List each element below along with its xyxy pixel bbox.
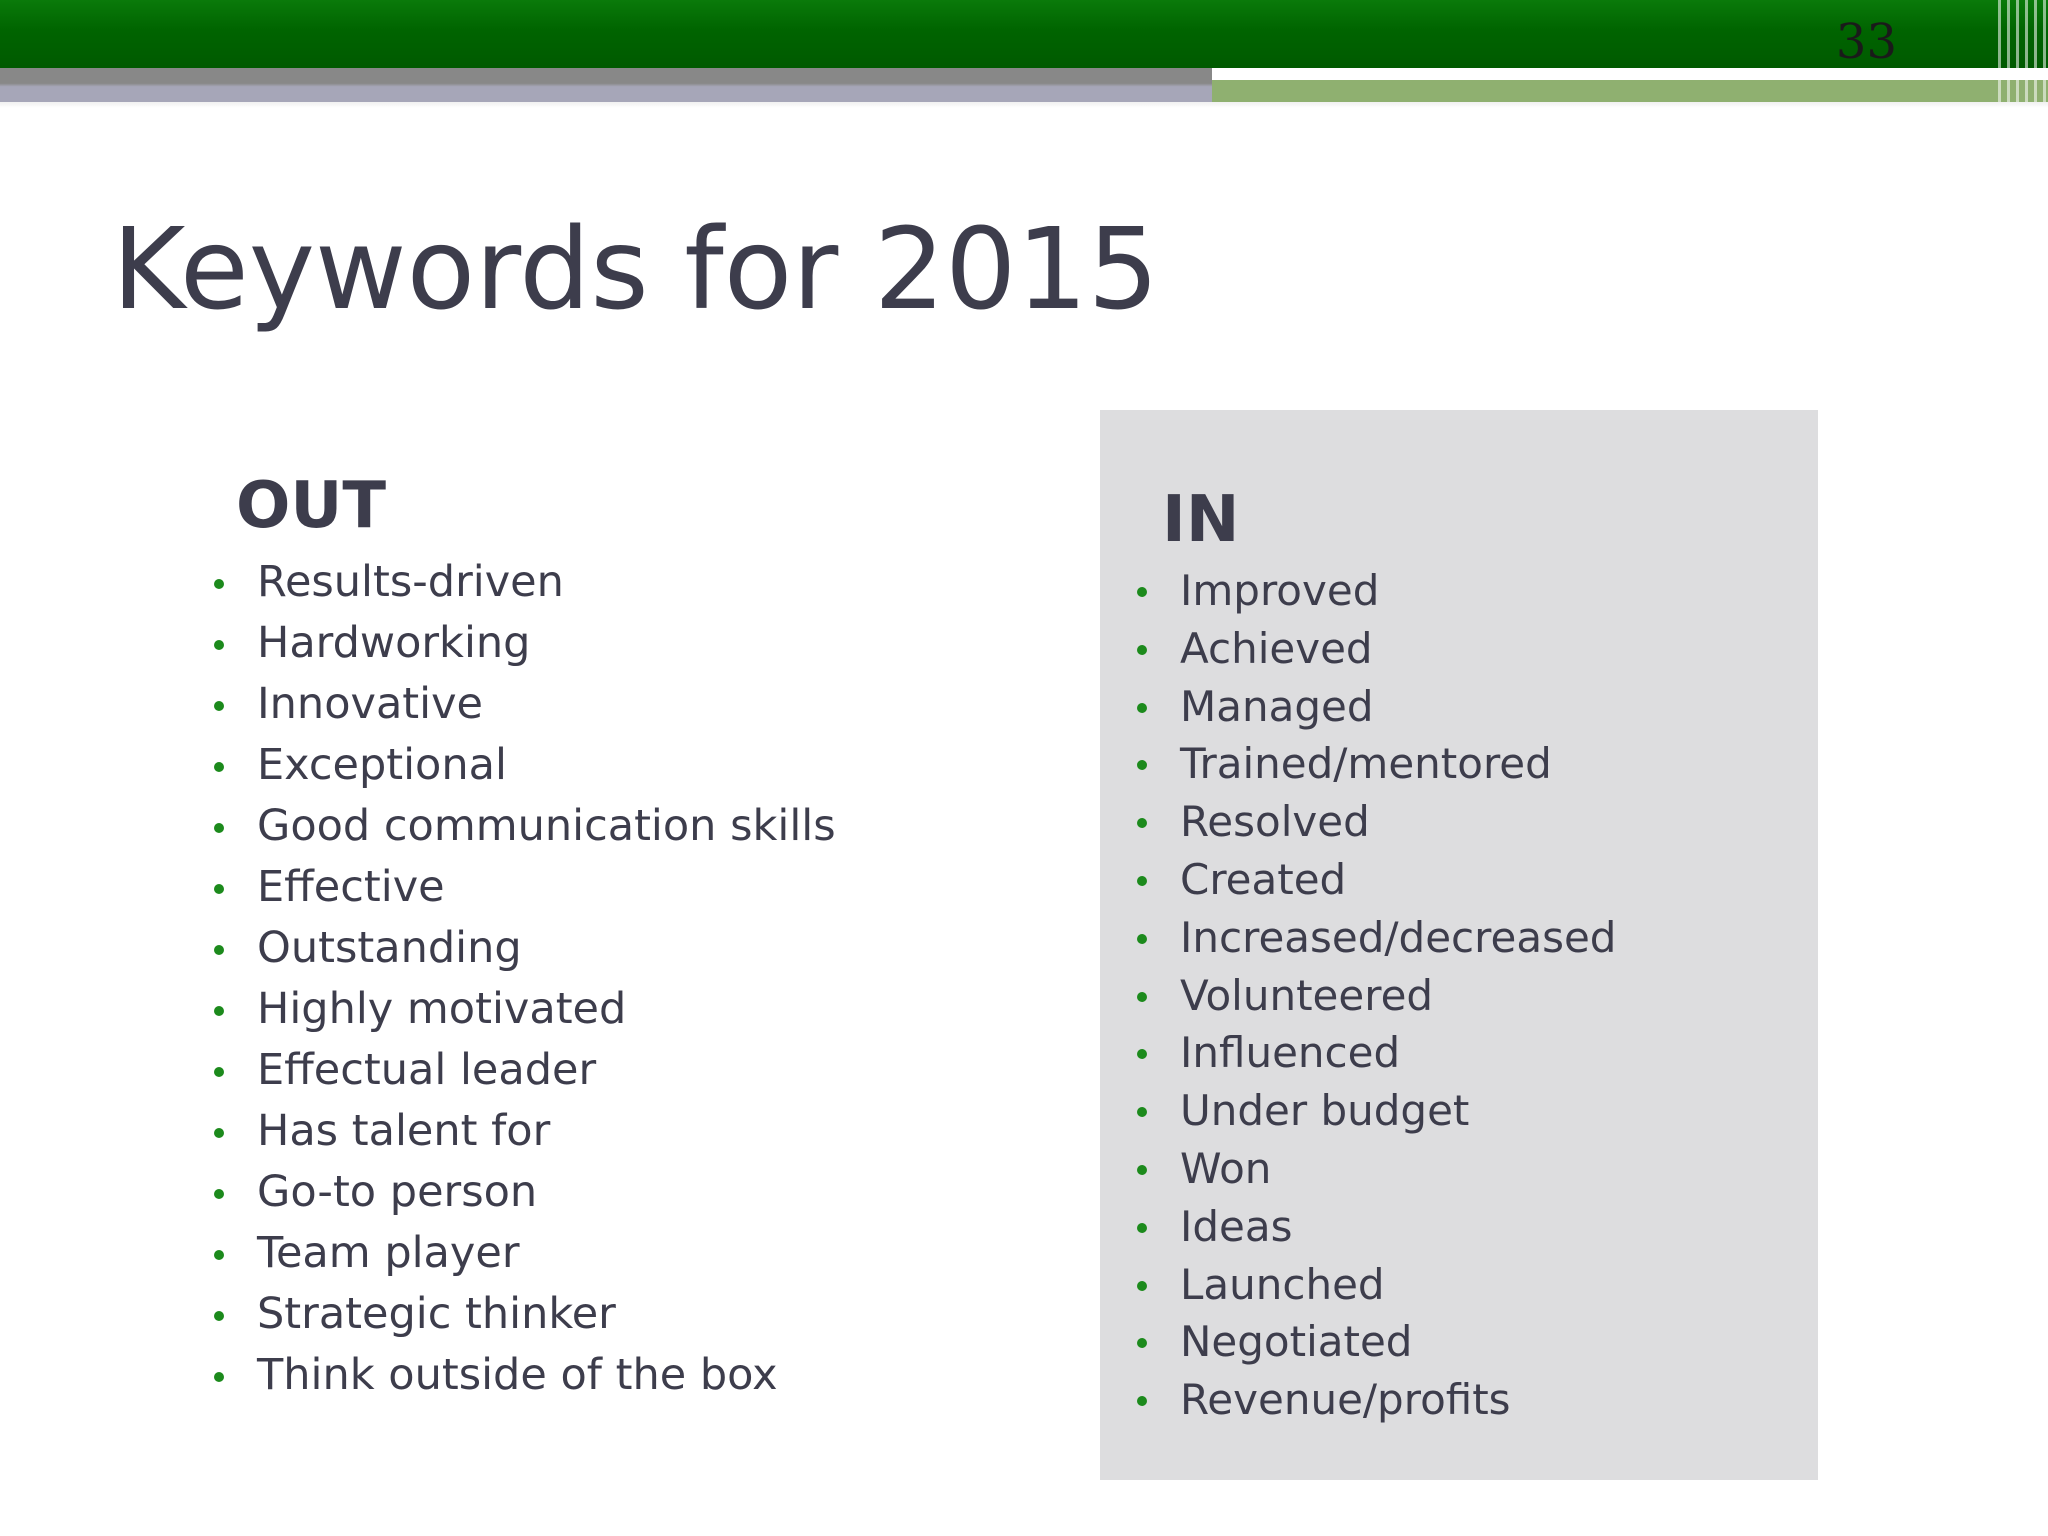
- in-keyword-item: Under budget: [1137, 1082, 1616, 1140]
- in-keyword-item: Created: [1137, 851, 1616, 909]
- in-keyword-item: Trained/mentored: [1137, 735, 1616, 793]
- in-keyword-list: [1137, 562, 1616, 1429]
- in-keyword-item: Won: [1137, 1140, 1616, 1198]
- in-keyword-item: Ideas: [1137, 1198, 1616, 1256]
- in-keyword-item: Improved: [1137, 562, 1616, 620]
- out-keyword-item: Strategic thinker: [214, 1284, 836, 1345]
- in-keyword-item: Achieved: [1137, 620, 1616, 678]
- out-keyword-item: Innovative: [214, 674, 836, 735]
- top-light-green-bar: [1212, 80, 2048, 102]
- out-keyword-item: Has talent for: [214, 1101, 836, 1162]
- top-gray-bar: [0, 68, 1212, 102]
- out-keyword-item: Go-to person: [214, 1162, 836, 1223]
- in-keyword-item: Negotiated: [1137, 1313, 1616, 1371]
- in-keyword-item: Revenue/profits: [1137, 1371, 1616, 1429]
- page-number: 33: [1835, 14, 1897, 70]
- out-keyword-item: Effective: [214, 857, 836, 918]
- in-keyword-item: Influenced: [1137, 1024, 1616, 1082]
- out-keyword-item: Hardworking: [214, 613, 836, 674]
- in-keyword-item: Managed: [1137, 678, 1616, 736]
- out-heading: OUT: [236, 469, 387, 543]
- out-keyword-item: Think outside of the box: [214, 1345, 836, 1406]
- in-keyword-item: Volunteered: [1137, 967, 1616, 1025]
- out-keyword-item: Team player: [214, 1223, 836, 1284]
- top-bar-shadow: [0, 102, 2048, 108]
- out-keyword-item: Outstanding: [214, 918, 836, 979]
- in-keyword-item: Resolved: [1137, 793, 1616, 851]
- out-keyword-item: Results-driven: [214, 552, 836, 613]
- slide-title: Keywords for 2015: [112, 205, 1159, 335]
- top-green-bar: [0, 0, 2048, 68]
- in-keyword-item: Launched: [1137, 1256, 1616, 1314]
- in-heading: IN: [1162, 483, 1240, 557]
- out-keyword-item: Highly motivated: [214, 979, 836, 1040]
- top-right-stripes: [1992, 0, 2048, 102]
- out-keyword-item: Good communication skills: [214, 796, 836, 857]
- out-keyword-item: Effectual leader: [214, 1040, 836, 1101]
- in-keyword-item: Increased/decreased: [1137, 909, 1616, 967]
- out-keyword-list: [214, 552, 836, 1406]
- out-keyword-item: Exceptional: [214, 735, 836, 796]
